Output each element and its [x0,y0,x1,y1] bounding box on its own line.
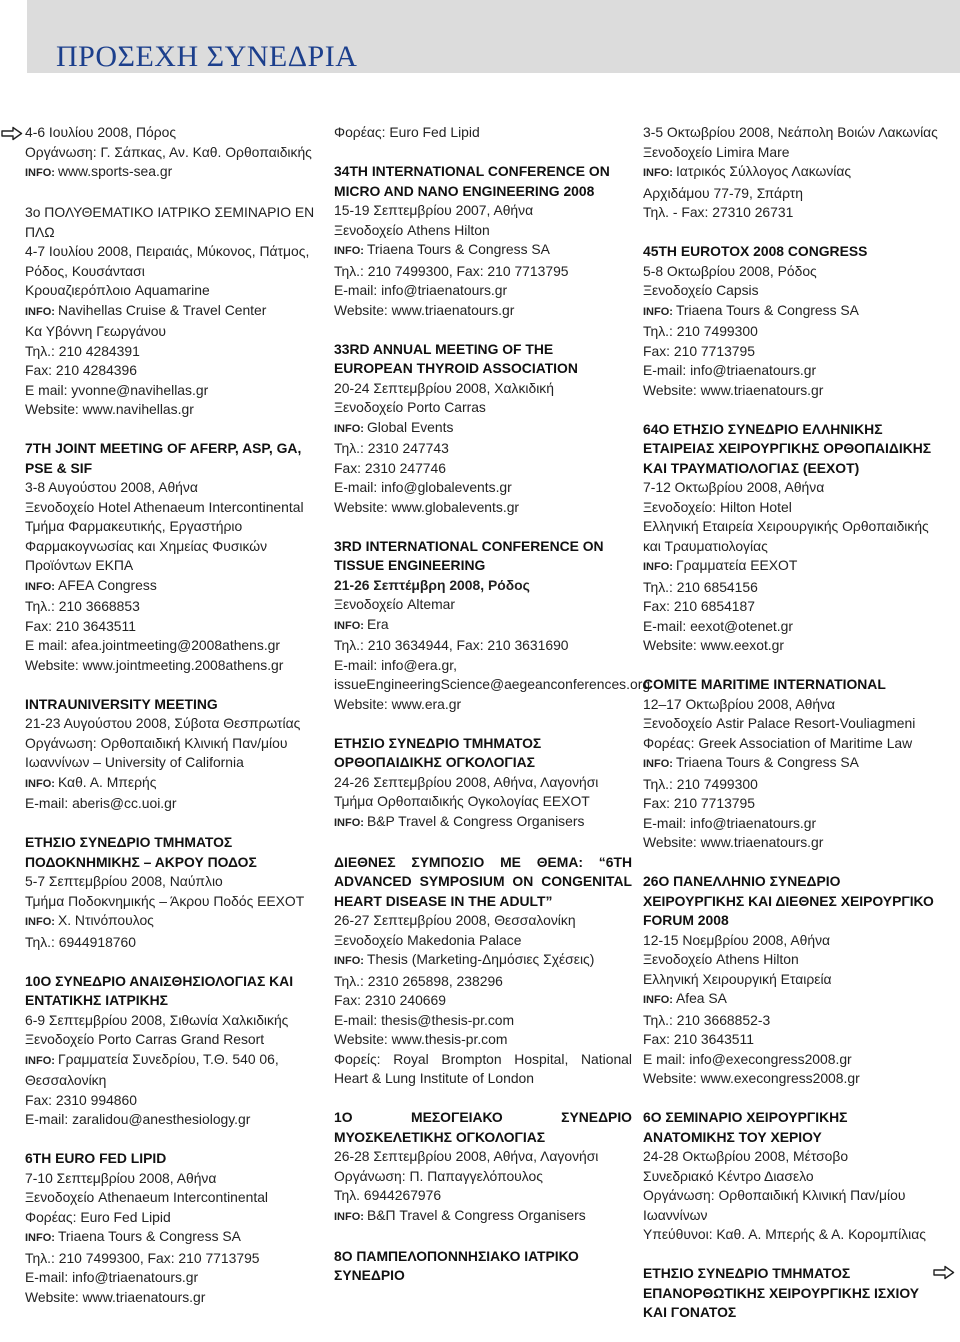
event-detail: Ξενοδοχείο Limira Mare [643,143,790,160]
event-title: 1Ο ΜΕΣΟΓΕΙΑΚΟ ΣΥΝΕΔΡΙΟ ΜΥΟΣΚΕΛΕΤΙΚΗΣ ΟΓΚΟΛΟΓΙΑΣ [334,1109,632,1145]
event-detail: Website: www.navihellas.gr [25,401,194,417]
event-detail: E mail: afea.jointmeeting@2008athens.gr [25,637,281,653]
event-block [25,833,323,952]
event-detail: Fax: 210 4284396 [25,362,137,378]
info-value: Χ. Ντινόπουλος [57,912,154,928]
info-line [643,753,941,775]
event-title: 33RD ANNUAL MEETING OF THE EUROPEAN THYROID ASSOCIATION [334,340,578,376]
event-detail: Τηλ.: 2310 247743 [334,440,449,456]
info-value: Triaena Tours & Congress SA [57,1228,241,1244]
event-detail: 3-5 Οκτωβρίου 2008, Νεάπολη Βοιών Λακωνίας [643,124,938,140]
event-block [643,675,941,853]
event-block [643,123,941,223]
event-detail: Τηλ. 6944267976 [334,1187,442,1203]
event-block [334,734,632,834]
info-line [643,556,941,578]
event-detail: Ξενοδοχείο Athens Hilton [643,951,799,967]
event-detail: Ξενοδοχείο Porto Carras Grand Resort [25,1031,265,1047]
event-detail: Τηλ.: 210 7499300, Fax: 210 7713795 [25,1249,260,1266]
event-detail: Fax: 2310 247746 [334,459,446,476]
event-detail: 4-6 Ιουλίου 2008, Πόρος [25,124,177,140]
info-label: INFO: [25,1054,55,1067]
event-detail: Ξενοδοχείο Makedonia Palace [334,931,522,948]
event-detail: 5-8 Οκτωβρίου 2008, Ρόδος [643,262,817,279]
event-detail: Ξενοδοχείο: Hilton Hotel [643,498,792,515]
event-block [25,1149,323,1307]
info-value: Καθ. Α. Μπερής [57,773,157,790]
event-detail: 12-15 Νοεμβρίου 2008, Αθήνα [643,931,831,948]
event-detail: E-mail: eexot@otenet.gr [643,617,793,634]
event-block [334,162,632,320]
event-detail: Τηλ.: 210 3634944, Fax: 210 3631690 [334,637,569,653]
page-header [27,0,960,73]
event-title: 34TH INTERNATIONAL CONFERENCE ON MICRO AND NANO ENGINEERING 2008 [334,163,610,199]
event-detail: 3ο ΠΟΛΥΘΕΜΑΤΙΚΟ ΙΑΤΡΙΚΟ ΣΕΜΙΝΑΡΙΟ ΕΝ ΠΛΩ [25,204,315,240]
info-label: INFO: [334,1210,364,1223]
column-3 [643,123,941,1342]
event-detail: Website: www.jointmeeting.2008athens.gr [25,656,284,673]
event-detail: Ελληνική Εταιρεία Χειρουργικής Ορθοπαιδικής και Τραυματιολογίας [643,518,929,554]
event-block [25,123,323,184]
event-block [25,695,323,814]
info-line [25,773,323,795]
info-label: INFO: [643,994,673,1006]
event-detail: Ξενοδοχείο Porto Carras [334,399,486,415]
info-label: INFO: [25,777,55,790]
info-label: INFO: [643,561,673,573]
event-detail: E-mail: info@triaenatours.gr [643,362,817,378]
event-detail: E-mail: info@triaenatours.gr [334,282,508,298]
event-detail: Website: www.eexot.gr [643,637,785,653]
info-line [25,1227,323,1249]
info-label: INFO: [25,305,55,318]
event-detail: Τμήμα Ορθοπαιδικής Ογκολογίας ΕΕΧΟΤ [334,793,590,809]
event-title: 6TH EURO FED LIPID [25,1150,167,1166]
event-detail: Website: www.triaenatours.gr [643,381,824,398]
event-detail: Οργάνωση: Γ. Σάπκας, Αν. Καθ. Ορθοπαιδικής [25,143,312,160]
event-block [334,123,632,143]
event-detail: 15-19 Σεπτεμβρίου 2007, Αθήνα [334,202,534,218]
info-line [25,162,323,184]
event-detail: Κα Υβόννη Γεωργάνου [25,323,167,339]
event-title: ΕΤΗΣΙΟ ΣΥΝΕΔΡΙΟ ΤΜΗΜΑΤΟΣ ΕΠΑΝΟΡΘΩΤΙΚΗΣ ΧΕΙΡΟΥΡΓΙΚΗΣ ΙΣΧΙΟΥ ΚΑΙ ΓΟΝΑΤΟΣ [643,1265,920,1320]
event-block [334,1108,632,1227]
event-detail: 4-7 Ιουλίου 2008, Πειραιάς, Μύκονος, Πάτμος, Ρόδος, Κουσάντασι [25,243,310,279]
info-value: Ιατρικός Σύλλογος Λακωνίας [675,163,852,179]
event-detail: Ξενοδοχείο Athenaeum Intercontinental [25,1189,269,1205]
info-value: www.sports-sea.gr [57,163,173,179]
event-detail: E mail: info@execongress2008.gr [643,1050,852,1067]
event-detail: Τμήμα Φαρμακευτικής, Εργαστήριο Φαρμακογνωσίας και Χημείας Φυσικών Προϊόντων ΕΚΠΑ [25,518,268,573]
event-detail: 12–17 Οκτωβρίου 2008, Αθήνα [643,695,836,712]
event-detail: Fax: 210 6854187 [643,598,755,614]
event-block [643,420,941,656]
event-detail: Τμήμα Ποδοκνημικής – Άκρου Ποδός ΕΕΧΟΤ [25,892,305,909]
info-value: Navihellas Cruise & Travel Center [57,301,267,318]
event-detail: Website: www.execongress2008.gr [643,1070,860,1086]
info-label: INFO: [334,245,364,257]
event-block [643,1264,941,1323]
event-detail: 3-8 Αυγούστου 2008, Αθήνα [25,479,198,495]
event-block [334,853,632,1089]
event-detail: 26-27 Σεπτεμβρίου 2008, Θεσσαλονίκη [334,912,576,928]
event-detail: Website: www.globalevents.gr [334,498,520,515]
info-line [334,240,632,262]
event-date: 21-26 Σεπτέμβρη 2008, Ρόδος [334,576,530,593]
event-detail: 26-28 Σεπτεμβρίου 2008, Αθήνα, Λαγονήσι [334,1148,599,1164]
info-label: INFO: [334,422,364,435]
info-label: INFO: [25,1232,55,1244]
column-2 [334,123,651,1305]
event-detail: 21-23 Αυγούστου 2008, Σύβοτα Θεσπρωτίας [25,715,301,731]
event-title: ΕΤΗΣΙΟ ΣΥΝΕΔΡΙΟ ΤΜΗΜΑΤΟΣ ΠΟΔΟΚΝΗΜΙΚΗΣ – ΑΚΡΟΥ ΠΟΔΟΣ [25,834,257,870]
event-title: 45TH EUROTOX 2008 CONGRESS [643,243,868,259]
event-title: 6Ο ΣΕΜΙΝΑΡΙΟ ΧΕΙΡΟΥΡΓΙΚΗΣ ΑΝΑΤΟΜΙΚΗΣ ΤΟΥ ΧΕΡΙΟΥ [643,1109,848,1145]
event-detail: Fax: 2310 240669 [334,992,446,1008]
event-block [25,439,323,675]
event-detail: Ξενοδοχείο Hotel Athenaeum Intercontinental [25,498,304,515]
event-block [334,340,632,518]
event-title: 64Ο ΕΤΗΣΙΟ ΣΥΝΕΔΡΙΟ ΕΛΛΗΝΙΚΗΣ ΕΤΑΙΡΕΙΑΣ ΧΕΙΡΟΥΡΓΙΚΗΣ ΟΡΘΟΠΑΙΔΙΚΗΣ ΚΑΙ ΤΡΑΥΜΑΤΙΟΛΟΓΙΑΣ (ΕΕΧΟΤ) [643,420,932,476]
event-detail: Υπεύθυνοι: Καθ. Α. Μπερής & Α. Κορομπίλιας [643,1226,926,1242]
event-title: COMITE MARITIME INTERNATIONAL [643,676,886,692]
info-line [334,812,632,834]
info-line [334,615,632,637]
info-label: INFO: [25,916,55,928]
event-detail: 24-28 Οκτωβρίου 2008, Μέτσοβο [643,1148,849,1164]
event-detail: Τηλ.: 210 6854156 [643,578,758,595]
event-detail: 5-7 Σεπτεμβρίου 2008, Ναύπλιο [25,873,223,889]
event-detail: E-mail: info@era.gr, issueEngineeringScience@aegeanconferences.org [334,656,651,692]
event-title: 7TH JOINT MEETING OF AFERP, ASP, GA, PSE & SIF [25,440,302,476]
info-line [334,1206,632,1228]
event-detail: 6-9 Σεπτεμβρίου 2008, Σιθωνία Χαλκιδικής [25,1011,289,1028]
event-block [643,242,941,400]
info-value: B&Π Travel & Congress Organisers [366,1206,586,1223]
event-block [334,537,651,715]
event-detail: 7-12 Οκτωβρίου 2008, Αθήνα [643,479,825,495]
info-label: INFO: [334,619,364,632]
info-line [334,418,632,440]
info-value: B&P Travel & Congress Organisers [366,812,585,829]
event-title: 26Ο ΠΑΝΕΛΛΗΝΙΟ ΣΥΝΕΔΡΙΟ ΧΕΙΡΟΥΡΓΙΚΗΣ ΚΑΙ ΔΙΕΘΝΕΣ ΧΕΙΡΟΥΡΓΙΚΟ FORUM 2008 [643,873,934,928]
info-value: Triaena Tours & Congress SA [366,241,550,257]
event-title: INTRAUNIVERSITY MEETING [25,695,218,712]
event-detail: Τηλ.: 210 7499300, Fax: 210 7713795 [334,262,569,279]
info-label: INFO: [334,955,364,967]
event-block [25,972,323,1130]
event-detail: Οργάνωση: Ορθοπαιδική Κλινική Παν/μίου Ιωαννίνων – University of California [25,734,288,770]
info-label: INFO: [334,816,364,829]
event-detail: E-mail: info@triaenatours.gr [643,814,817,831]
event-detail: Fax: 210 7713795 [643,795,755,811]
event-detail: Τηλ.: 210 7499300 [643,323,758,339]
info-line [334,950,632,972]
event-detail: Αρχιδάμου 77-79, Σπάρτη [643,184,803,201]
event-detail: Ξενοδοχείο Astir Palace Resort-Vouliagmeni [643,715,916,731]
info-value: Era [366,615,389,632]
event-detail: Τηλ.: 210 7499300 [643,775,758,792]
event-detail: Fax: 2310 994860 [25,1091,137,1108]
event-detail: Website: www.era.gr [334,695,462,712]
event-block [334,1247,632,1286]
info-label: INFO: [643,305,673,318]
event-block [643,1108,941,1245]
event-detail: Τηλ.: 210 3668852-3 [643,1011,771,1028]
info-label: INFO: [25,580,55,593]
event-detail: E-mail: info@globalevents.gr [334,479,512,495]
info-line [25,576,323,598]
event-title: ΔΙΕΘΝΕΣ ΣΥΜΠΟΣΙΟ ΜΕ ΘΕΜΑ: “6TH ADVANCED SYMPOSIUM ON CONGENITAL HEART DISEASE IN THE ADULT” [334,853,632,909]
event-detail: 24-26 Σεπτεμβρίου 2008, Αθήνα, Λαγονήσι [334,773,599,790]
event-detail: E-mail: thesis@thesis-pr.com [334,1011,515,1028]
info-value: Global Events [366,418,454,435]
event-detail: E-mail: info@triaenatours.gr [25,1269,199,1285]
event-detail: Οργάνωση: Ορθοπαιδική Κλινική Παν/μίου Ιωαννίνων [643,1187,906,1223]
event-detail: Ξενοδοχείο Altemar [334,596,455,612]
event-detail: E-mail: aberis@cc.uoi.gr [25,795,177,811]
event-detail: Ελληνική Χειρουργική Εταιρεία [643,970,832,987]
info-value: Triaena Tours & Congress SA [675,754,859,770]
event-detail: Τηλ.: 6944918760 [25,933,136,950]
info-value: Γραμματεία Συνεδρίου, Τ.Θ. 540 06, Θεσσαλονίκη [25,1050,279,1088]
event-detail: Fax: 210 7713795 [643,342,755,359]
event-detail: Fax: 210 3643511 [643,1031,754,1047]
arrow-right-icon [933,1265,955,1280]
event-block [643,872,941,1089]
info-line [643,989,941,1011]
event-detail: Ξενοδοχείο Capsis [643,282,759,298]
event-detail: Website: www.triaenatours.gr [334,301,515,318]
page-title: ΠΡΟΣΕΧΗ ΣΥΝΕΔΡΙΑ [56,40,358,73]
info-line [25,1050,323,1091]
event-title: 8Ο ΠΑΜΠΕΛΟΠΟΝΝΗΣΙΑΚΟ ΙΑΤΡΙΚΟ ΣΥΝΕΔΡΙΟ [334,1247,579,1283]
event-detail: Τηλ.: 210 4284391 [25,342,140,359]
event-detail: Τηλ.: 210 3668853 [25,598,140,614]
event-block [25,203,323,420]
event-title: 10Ο ΣΥΝΕΔΡΙΟ ΑΝΑΙΣΘΗΣΙΟΛΟΓΙΑΣ ΚΑΙ ΕΝΤΑΤΙΚΗΣ ΙΑΤΡΙΚΗΣ [25,972,294,1008]
event-detail: Συνεδριακό Κέντρο Διασελο [643,1167,814,1184]
event-detail: Τηλ. - Fax: 27310 26731 [643,204,794,220]
info-line [25,911,323,933]
info-value: AFEA Congress [57,576,157,593]
info-line [643,162,941,184]
event-detail: 20-24 Σεπτεμβρίου 2008, Χαλκιδική [334,379,554,396]
info-value: Thesis (Marketing-Δημόσιες Σχέσεις) [366,951,595,967]
event-detail: 7-10 Σεπτεμβρίου 2008, Αθήνα [25,1169,217,1186]
event-detail: Φορείς: Royal Brompton Hospital, National Heart & Lung Institute of London [334,1050,632,1086]
event-detail: E mail: yvonne@navihellas.gr [25,381,209,398]
event-detail: Φορέας: Greek Association of Maritime Law [643,734,913,751]
event-detail: Website: www.triaenatours.gr [643,834,824,850]
event-detail: Website: www.thesis-pr.com [334,1031,508,1047]
info-value: Afea SA [675,990,727,1006]
event-detail: E-mail: zaralidou@anesthesiology.gr [25,1111,251,1127]
event-detail: Ξενοδοχείο Athens Hilton [334,221,490,238]
event-detail: Κρουαζιερόπλοιο Aquamarine [25,282,210,298]
column-1 [25,123,323,1327]
event-detail: Τηλ.: 2310 265898, 238296 [334,972,503,989]
event-title: ΕΤΗΣΙΟ ΣΥΝΕΔΡΙΟ ΤΜΗΜΑΤΟΣ ΟΡΘΟΠΑΙΔΙΚΗΣ ΟΓΚΟΛΟΓΙΑΣ [334,734,542,770]
event-detail: Οργάνωση: Π. Παπαγγελόπουλος [334,1167,543,1184]
info-line [643,301,941,323]
event-detail: Φορέας: Euro Fed Lipid [334,124,480,140]
info-line [25,301,323,323]
info-label: INFO: [643,167,673,179]
info-label: INFO: [25,167,55,179]
event-title: 3RD INTERNATIONAL CONFERENCE ON TISSUE ENGINEERING [334,537,604,573]
info-value: Triaena Tours & Congress SA [675,301,859,318]
info-label: INFO: [643,758,673,770]
info-value: Γραμματεία ΕΕΧΟΤ [675,557,798,573]
event-detail: Website: www.triaenatours.gr [25,1288,206,1305]
event-detail: Fax: 210 3643511 [25,617,136,634]
event-detail: Φορέας: Euro Fed Lipid [25,1208,171,1225]
arrow-right-icon [1,126,23,141]
